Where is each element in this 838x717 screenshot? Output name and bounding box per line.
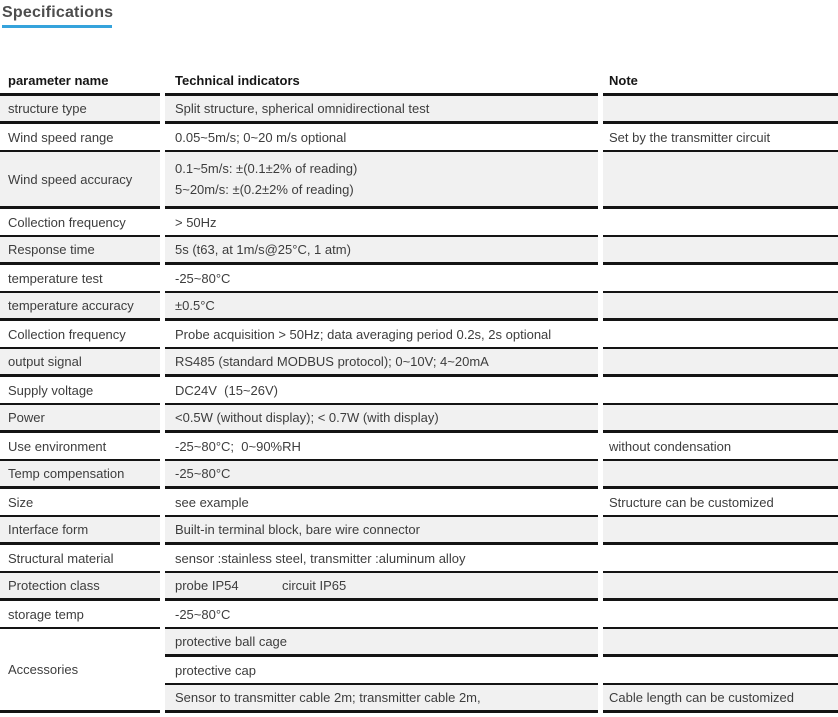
param-cell: storage temp bbox=[0, 601, 160, 629]
indicator-line: probe IP54 circuit IP65 bbox=[175, 578, 347, 593]
indicator-line: Built-in terminal block, bare wire connector bbox=[175, 522, 420, 537]
indicator-cell bbox=[165, 461, 598, 489]
param-cell: Supply voltage bbox=[0, 377, 160, 405]
indicator-line: -25~80°C bbox=[175, 606, 231, 622]
note-cell bbox=[603, 629, 838, 657]
indicator-cell bbox=[165, 293, 598, 321]
param-cell: temperature test bbox=[0, 265, 160, 293]
indicator-line: -25~80°C bbox=[175, 466, 231, 481]
note-cell bbox=[603, 349, 838, 377]
param-cell: Collection frequency bbox=[0, 321, 160, 349]
param-cell: Temp compensation bbox=[0, 461, 160, 489]
indicator-cell bbox=[165, 349, 598, 377]
indicator-line: 5~20m/s: ±(0.2±2% of reading) bbox=[175, 182, 354, 197]
indicator-line: ±0.5°C bbox=[175, 298, 215, 313]
indicator-line: -25~80°C; 0~90%RH bbox=[175, 438, 301, 454]
indicator-line: DC24V (15~26V) bbox=[175, 382, 278, 398]
note-cell bbox=[603, 209, 838, 237]
note-cell bbox=[603, 377, 838, 405]
note-cell: Structure can be customized bbox=[603, 489, 838, 517]
indicator-line: RS485 (standard MODBUS protocol); 0~10V; 4~20mA bbox=[175, 354, 489, 369]
indicator-cell: protective ball cage bbox=[165, 629, 598, 657]
param-cell: Collection frequency bbox=[0, 209, 160, 237]
param-cell: output signal bbox=[0, 349, 160, 377]
param-cell: Wind speed range bbox=[0, 124, 160, 152]
indicator-cell bbox=[165, 545, 598, 573]
note-cell bbox=[603, 265, 838, 293]
param-cell: Power bbox=[0, 405, 160, 433]
indicator-line: <0.5W (without display); < 0.7W (with display) bbox=[175, 410, 439, 425]
column-header-parameter-name: parameter name bbox=[0, 68, 160, 96]
note-cell bbox=[603, 545, 838, 573]
indicator-cell bbox=[165, 517, 598, 545]
indicator-cell bbox=[165, 124, 598, 152]
note-cell bbox=[603, 237, 838, 265]
title-section bbox=[0, 0, 838, 28]
indicator-line: see example bbox=[175, 494, 249, 510]
indicator-cell bbox=[165, 321, 598, 349]
param-cell-accessories: Accessories bbox=[0, 629, 160, 713]
indicator-cell bbox=[165, 489, 598, 517]
param-cell: Response time bbox=[0, 237, 160, 265]
indicator-cell bbox=[165, 601, 598, 629]
indicator-line: 5s (t63, at 1m/s@25°C, 1 atm) bbox=[175, 242, 351, 257]
note-cell: Set by the transmitter circuit bbox=[603, 124, 838, 152]
note-cell bbox=[603, 601, 838, 629]
indicator-cell bbox=[165, 377, 598, 405]
indicator-line: > 50Hz bbox=[175, 214, 217, 230]
param-cell: Size bbox=[0, 489, 160, 517]
indicator-cell bbox=[165, 573, 598, 601]
param-cell: Use environment bbox=[0, 433, 160, 461]
indicator-line: 0.05~5m/s; 0~20 m/s optional bbox=[175, 129, 347, 145]
param-cell: Interface form bbox=[0, 517, 160, 545]
note-cell bbox=[603, 96, 838, 124]
indicator-line: sensor :stainless steel, transmitter :aluminum alloy bbox=[175, 550, 466, 566]
indicator-line: -25~80°C bbox=[175, 270, 231, 286]
indicator-cell bbox=[165, 433, 598, 461]
indicator-cell bbox=[165, 405, 598, 433]
note-cell bbox=[603, 517, 838, 545]
note-cell: Cable length can be customized bbox=[603, 685, 838, 713]
param-cell: temperature accuracy bbox=[0, 293, 160, 321]
note-cell bbox=[603, 461, 838, 489]
note-cell bbox=[603, 405, 838, 433]
indicator-cell: Sensor to transmitter cable 2m; transmitter cable 2m, bbox=[165, 685, 598, 713]
note-cell bbox=[603, 152, 838, 209]
indicator-cell bbox=[165, 237, 598, 265]
indicator-cell: protective cap bbox=[165, 657, 598, 685]
indicator-cell bbox=[165, 96, 598, 124]
column-header-technical-indicators: Technical indicators bbox=[165, 68, 598, 96]
note-cell bbox=[603, 573, 838, 601]
indicator-line: Probe acquisition > 50Hz; data averaging period 0.2s, 2s optional bbox=[175, 326, 552, 342]
indicator-line: 0.1~5m/s: ±(0.1±2% of reading) bbox=[175, 161, 358, 176]
page-title: Specifications bbox=[2, 4, 114, 21]
indicator-cell bbox=[165, 152, 598, 209]
note-cell bbox=[603, 657, 838, 685]
param-cell: Wind speed accuracy bbox=[0, 152, 160, 209]
note-cell: without condensation bbox=[603, 433, 838, 461]
note-cell bbox=[603, 293, 838, 321]
specifications-table bbox=[0, 68, 838, 713]
indicator-cell bbox=[165, 209, 598, 237]
column-header-note: Note bbox=[603, 68, 838, 96]
note-cell bbox=[603, 321, 838, 349]
indicator-cell bbox=[165, 265, 598, 293]
param-cell: Protection class bbox=[0, 573, 160, 601]
param-cell: Structural material bbox=[0, 545, 160, 573]
title-underline bbox=[2, 25, 112, 28]
param-cell: structure type bbox=[0, 96, 160, 124]
indicator-line: Split structure, spherical omnidirectional test bbox=[175, 101, 430, 116]
